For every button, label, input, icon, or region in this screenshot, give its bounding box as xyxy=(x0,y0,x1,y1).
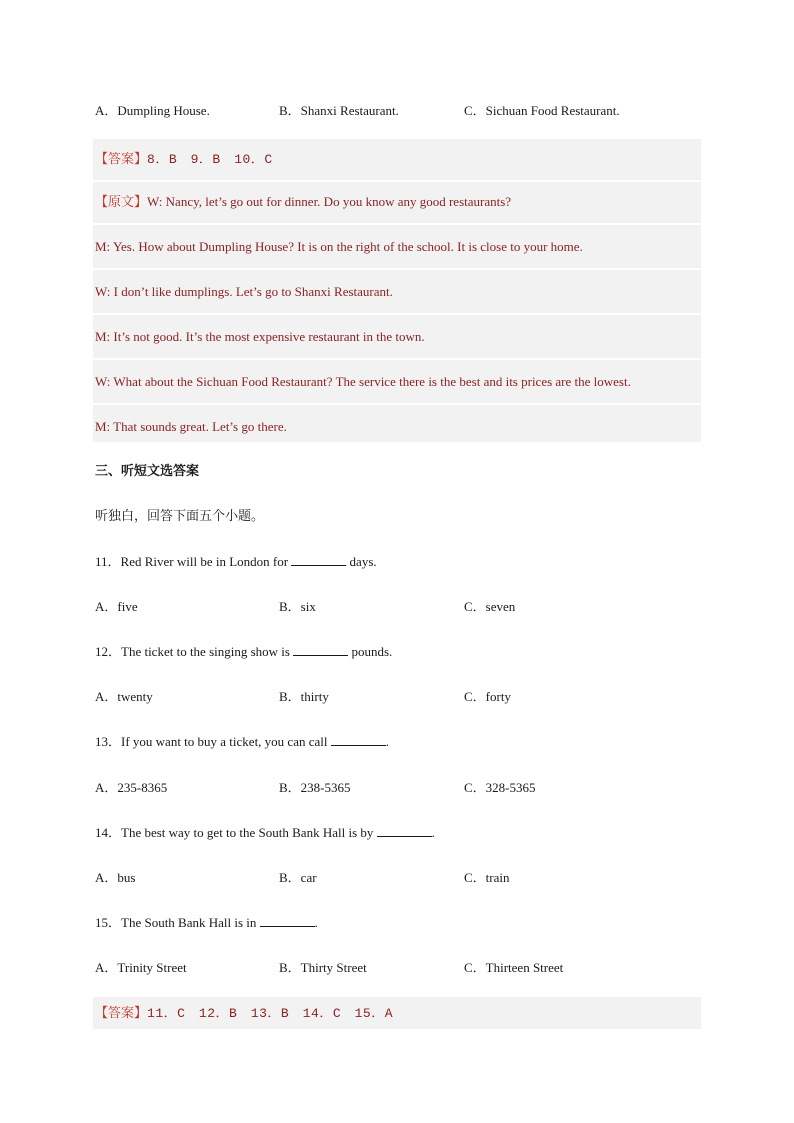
option-b: B．car xyxy=(279,870,317,885)
answer-transcript-box xyxy=(93,139,701,442)
option-b: B．six xyxy=(279,599,316,614)
question-text-end: . xyxy=(431,825,435,840)
option-c: C．328-5365 xyxy=(464,780,536,795)
option-a: A．235-8365 xyxy=(95,780,168,795)
option-c: C．Sichuan Food Restaurant. xyxy=(464,103,620,118)
transcript-row xyxy=(93,407,701,442)
question-text: 15．The South Bank Hall is in xyxy=(95,915,260,930)
transcript-row xyxy=(93,317,701,360)
question-text: 11．Red River will be in London for xyxy=(95,554,292,569)
transcript-line: W: Nancy, let’s go out for dinner. Do you know any good restaurants? xyxy=(147,194,512,209)
transcript-row xyxy=(93,362,701,405)
section-instruction: 听独白，回答下面五个小题。 xyxy=(95,509,265,524)
transcript-line: W: What about the Sichuan Food Restaurant? The service there is the best and its prices are the lowest. xyxy=(95,374,631,389)
transcript-line: M: It’s not good. It’s the most expensive restaurant in the town. xyxy=(95,329,425,344)
option-b: B．Shanxi Restaurant. xyxy=(279,103,399,118)
option-c: C．forty xyxy=(464,689,511,704)
answer-blank xyxy=(293,643,348,656)
option-a: A．five xyxy=(95,599,138,614)
section-heading: 三、听短文选答案 xyxy=(95,464,200,479)
option-c: C．Thirteen Street xyxy=(464,960,564,975)
option-b: B．thirty xyxy=(279,689,329,704)
option-a: A．twenty xyxy=(95,689,153,704)
question-15 xyxy=(95,913,318,933)
question-text-end: days. xyxy=(346,554,377,569)
answer-box-final xyxy=(93,997,701,1029)
transcript-row xyxy=(93,227,701,270)
answer-blank xyxy=(260,914,315,927)
answer-text: 11．C 12．B 13．B 14．C 15．A xyxy=(147,1006,394,1021)
question-text: 14．The best way to get to the South Bank Hall is by xyxy=(95,825,377,840)
answer-text: 8．B 9．B 10．C xyxy=(147,152,273,167)
option-a: A．Dumpling House. xyxy=(95,103,210,118)
answer-blank xyxy=(331,733,386,746)
transcript-row xyxy=(93,272,701,315)
answer-blank xyxy=(377,824,432,837)
transcript-line: W: I don’t like dumplings. Let’s go to Shanxi Restaurant. xyxy=(95,284,393,299)
question-14 xyxy=(95,823,435,843)
transcript-row xyxy=(93,182,701,225)
option-a: A．Trinity Street xyxy=(95,960,187,975)
question-12 xyxy=(95,642,392,662)
transcript-line: M: Yes. How about Dumpling House? It is on the right of the school. It is close to your home. xyxy=(95,239,583,254)
question-text-end: pounds. xyxy=(348,644,393,659)
question-text: 12．The ticket to the singing show is xyxy=(95,644,294,659)
answer-blank xyxy=(291,553,346,566)
transcript-tag: 【原文】 xyxy=(95,195,148,210)
question-text: 13．If you want to buy a ticket, you can call xyxy=(95,734,331,749)
option-a: A．bus xyxy=(95,870,136,885)
question-text-end: . xyxy=(385,734,389,749)
question-13 xyxy=(95,732,389,752)
answer-tag: 【答案】 xyxy=(95,1006,148,1021)
option-c: C．train xyxy=(464,870,510,885)
transcript-line: M: That sounds great. Let’s go there. xyxy=(95,419,287,434)
answer-tag: 【答案】 xyxy=(95,152,148,167)
option-b: B．238-5365 xyxy=(279,780,351,795)
answer-row xyxy=(93,139,701,182)
option-c: C．seven xyxy=(464,599,516,614)
question-text-end: . xyxy=(314,915,318,930)
option-b: B．Thirty Street xyxy=(279,960,367,975)
question-11 xyxy=(95,552,377,572)
